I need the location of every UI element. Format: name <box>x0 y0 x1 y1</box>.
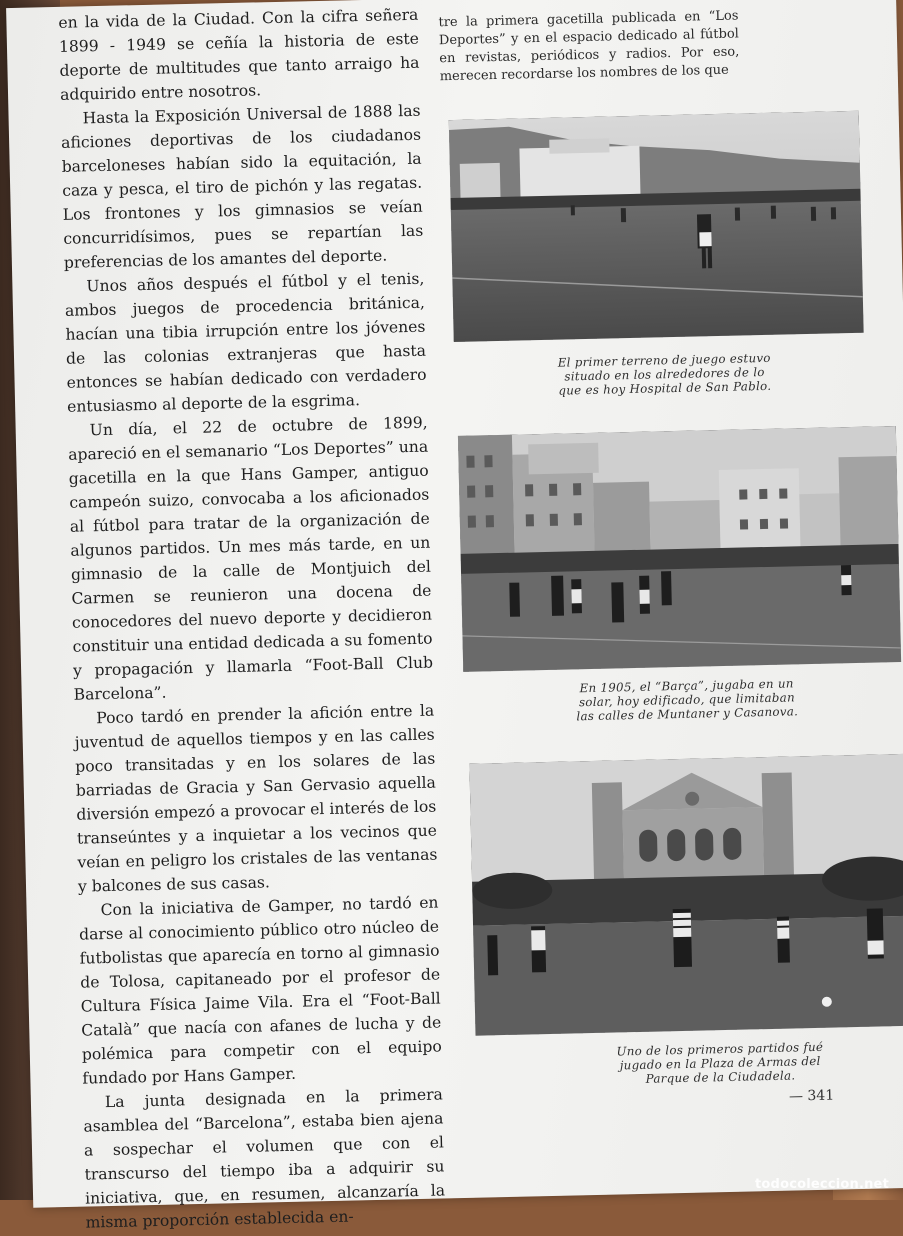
caption-line: El primer terreno de juego estuvo <box>514 350 814 371</box>
right-intro-text <box>438 7 740 86</box>
caption-line: En 1905, el “Barça”, jugaba en un <box>527 675 847 696</box>
page-number: — 341 <box>789 1088 835 1105</box>
caption-line: Parque de la Ciudadela. <box>570 1067 870 1088</box>
caption-line: las calles de Muntaner y Casanova. <box>527 703 847 724</box>
photo-caption <box>570 1039 871 1088</box>
book-page <box>6 0 903 1208</box>
watermark-logo: todocoleccion.net <box>755 1177 889 1192</box>
photo-ciudadela-match <box>469 754 903 1036</box>
paragraph: Hasta la Exposición Universal de 1888 las aficiones deportivas de los ciudadanos barceloneses habían sido la equitación, la caza y pesca, el tiro de pichón y las regatas. Los frontones y los gimnasios se veían concurridísimos, pues se repartían las preferencias de los amantes del deporte. <box>60 99 424 275</box>
paragraph: tre la primera gacetilla publicada en “Los Deportes” y en el espacio dedicado al fútbol en revistas, periódicos y radios. Por eso, merecen recordarse los nombres de los que <box>438 7 740 86</box>
caption-line: que es hoy Hospital de San Pablo. <box>515 378 815 399</box>
photo-muntaner-lot <box>458 426 901 672</box>
photo-caption <box>527 675 848 724</box>
paragraph: Un día, el 22 de octubre de 1899, apareció en el semanario “Los Deportes” una gacetilla en la que Hans Gamper, antiguo campeón suizo, convocaba a los aficionados al fútbol para tratar de la organización de algunos partidos. Un mes más tarde, en un gimnasio de la calle de Montjuich del Carmen se reunieron una docena de conocedores del nuevo deporte y decidieron constituir una entidad dedicada a su fomento y propagación y llamarla “Foot-Ball Club Barcelona”. <box>67 411 433 707</box>
paragraph: Unos años después el fútbol y el tenis, ambos juegos de procedencia británica, hacían una tibia irrupción entre los jóvenes de las colonias extranjeras que hasta entonces se habían dedicado con verdadero entusiasmo al deporte de la esgrima. <box>64 267 427 419</box>
paragraph: en la vida de la Ciudad. Con la cifra señera 1899 - 1949 se ceñía la historia de este deporte de multitudes que tanto arraigo ha adquirido entre nosotros. <box>58 3 420 107</box>
paragraph: Poco tardó en prender la afición entre la juventud de aquellos tiempos y en las calles poco transitadas y en los solares de las barriadas de Gracia y San Gervasio aquella diversión empezó a provocar el interés de los transeúntes y a inquietar a los vecinos que veían en peligro los cristales de las ventanas y balcones de sus casas. <box>74 699 438 899</box>
caption-line: jugado en la Plaza de Armas del <box>570 1053 870 1074</box>
caption-line: Uno de los primeros partidos fué <box>570 1039 870 1060</box>
paragraph: La junta designada en la primera asamblea del “Barcelona”, estaba bien ajena a sospechar el volumen que con el transcurso del tiempo iba a adquirir su iniciativa, que, en resumen, alcanzaría la misma proporción establecida en- <box>83 1082 446 1234</box>
photo-caption <box>514 350 815 399</box>
caption-line: solar, hoy edificado, que limitaban <box>527 689 847 710</box>
left-text-column <box>58 3 446 1235</box>
photo-first-ground <box>449 111 864 342</box>
paragraph: Con la iniciativa de Gamper, no tardó en darse al conocimiento público otro núcleo de futbolistas que aparecía en torno al gimnasio de Tolosa, capitaneado por el profesor de Cultura Física Jaime Vila. Era el “Foot-Ball Català” que nacía con afanes de lucha y de polémica para competir con el equipo fundado por Hans Gamper. <box>78 890 442 1090</box>
caption-line: situado en los alrededores de lo <box>514 364 814 385</box>
